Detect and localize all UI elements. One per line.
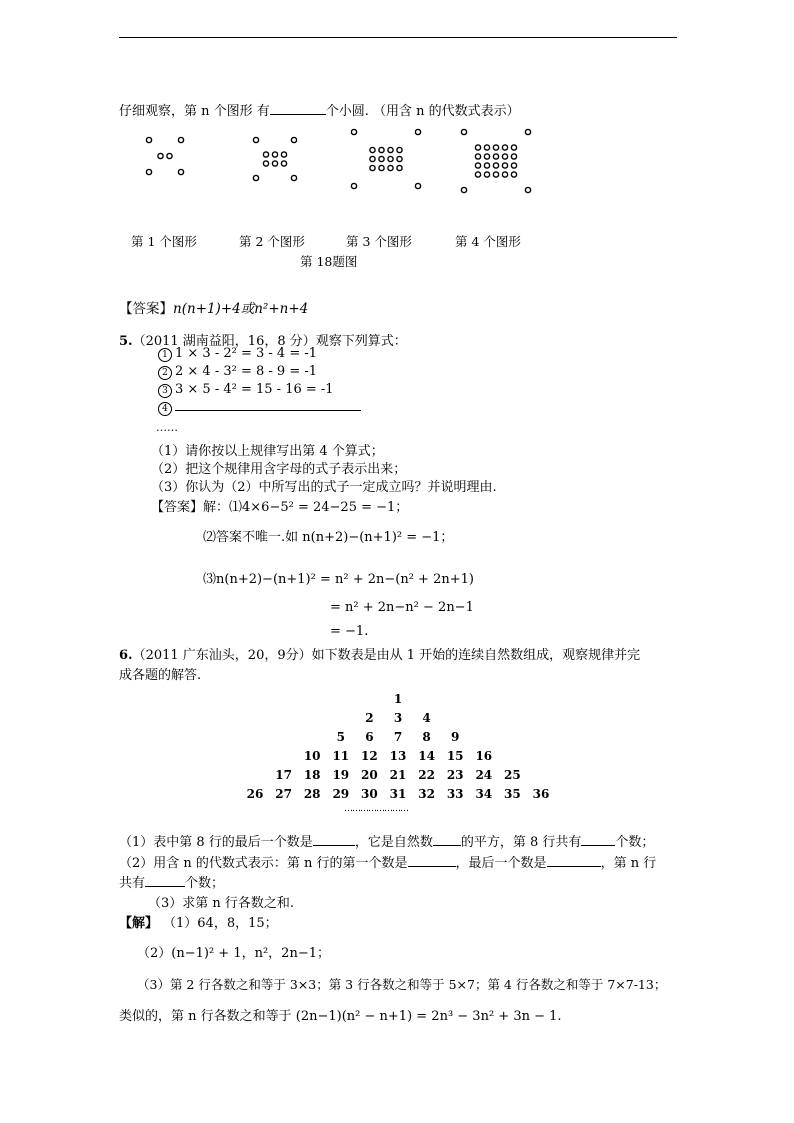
q18-prompt xyxy=(119,100,520,119)
triangle-number: 27 xyxy=(275,787,292,801)
answer-blank xyxy=(547,866,601,867)
circled-number: 2 xyxy=(158,366,172,380)
triangle-number: 9 xyxy=(451,730,460,744)
small-circle xyxy=(379,156,384,161)
q18-prompt-start: 仔细观察，第 n 个图形 有 xyxy=(119,104,270,119)
answer-text: n(n+1)+4或n²+n+4 xyxy=(173,301,309,317)
triangle-number: 26 xyxy=(246,787,264,801)
triangle-number: 33 xyxy=(446,787,464,801)
triangle-number: 31 xyxy=(389,787,407,801)
q5-ellipsis: …… xyxy=(156,421,178,434)
answer-blank xyxy=(270,114,326,115)
q5-answer-3a: ⑶n(n+2)−(n+1)² = n² + 2n−(n² + 2n+1) xyxy=(203,572,474,587)
q5-eq-2 xyxy=(158,364,317,380)
small-circle xyxy=(475,163,480,168)
triangle-number: 35 xyxy=(504,787,521,801)
q6-part-1 xyxy=(119,831,654,850)
q6-solution-3b: 类似的，第 n 行各数之和等于 (2n−1)(n² − n+1) = 2n³ − 3n² + 3n − 1. xyxy=(119,1009,562,1024)
small-circle xyxy=(502,145,507,150)
small-circle xyxy=(397,156,402,161)
text: 的平方，第 8 行共有 xyxy=(460,835,582,850)
triangle-ellipsis: …………………… xyxy=(344,804,408,814)
q6-part-3: （3）求第 n 行各数之和. xyxy=(148,896,295,911)
small-circle xyxy=(475,172,480,177)
circled-number: 4 xyxy=(158,402,172,416)
q6-part-2 xyxy=(119,852,656,871)
triangle-number: 2 xyxy=(365,711,374,725)
small-circle xyxy=(397,165,402,170)
triangle-number: 3 xyxy=(393,711,403,725)
text: 个数； xyxy=(615,835,655,850)
answer-label: 【答案】 xyxy=(151,500,204,515)
small-circle xyxy=(272,152,277,157)
q18-answer xyxy=(119,297,308,317)
small-circle xyxy=(388,165,393,170)
triangle-number: 8 xyxy=(422,730,431,744)
triangle-number: 15 xyxy=(446,749,464,763)
small-circle xyxy=(511,172,516,177)
q5-answer-3b: = n² + 2n−n² − 2n−1 xyxy=(330,600,474,615)
figure-2 xyxy=(252,136,308,188)
small-circle xyxy=(178,137,183,142)
small-circle xyxy=(370,147,375,152)
triangle-number: 18 xyxy=(303,768,321,782)
circled-number: 1 xyxy=(158,348,172,362)
text: （1）表中第 8 行的最后一个数是 xyxy=(119,835,313,850)
small-circle xyxy=(525,129,530,134)
small-circle xyxy=(146,137,151,142)
figure-label-1: 第 1 个图形 xyxy=(131,234,197,249)
figure-4 xyxy=(460,128,540,200)
small-circle xyxy=(525,187,530,192)
triangle-number: 17 xyxy=(275,768,292,782)
triangle-number: 5 xyxy=(336,730,345,744)
q5-answer-3c: = −1. xyxy=(330,624,369,639)
q5-part-3: （3）你认为（2）中所写出的式子一定成立吗？并说明理由. xyxy=(151,480,497,495)
small-circle xyxy=(397,147,402,152)
small-circle xyxy=(253,137,258,142)
answer-label: 【答案】 xyxy=(119,301,173,317)
answer-blank xyxy=(433,845,461,846)
answer-blank xyxy=(408,866,456,867)
small-circle xyxy=(379,147,384,152)
small-circle xyxy=(493,154,498,159)
q5-answer-1 xyxy=(151,496,408,515)
small-circle xyxy=(351,183,356,188)
eq-text: 3 × 5 - 4² = 15 - 16 = -1 xyxy=(175,382,334,397)
q5-eq-3 xyxy=(158,382,334,398)
triangle-number: 1 xyxy=(393,692,403,706)
q5-eq-4 xyxy=(158,400,361,416)
small-circle xyxy=(484,154,489,159)
triangle-number: 7 xyxy=(393,730,403,744)
triangle-number: 14 xyxy=(418,749,435,763)
small-circle xyxy=(502,154,507,159)
text: ，第 n 行 xyxy=(600,856,657,871)
q6-solution-2: （2）(n−1)² + 1，n²，2n−1； xyxy=(137,946,330,961)
q6-line-1 xyxy=(119,644,640,663)
small-circle xyxy=(502,172,507,177)
small-circle xyxy=(502,163,507,168)
header-rule xyxy=(119,37,677,38)
answer-blank xyxy=(581,845,615,846)
triangle-number: 12 xyxy=(361,749,378,763)
circled-number: 3 xyxy=(158,384,172,398)
answer-blank xyxy=(313,845,355,846)
triangle-number: 30 xyxy=(361,787,378,801)
small-circle xyxy=(461,187,466,192)
triangle-number: 20 xyxy=(361,768,378,782)
triangle-number: 23 xyxy=(446,768,464,782)
triangle-number: 36 xyxy=(532,787,550,801)
triangle-number: 28 xyxy=(303,787,321,801)
small-circle xyxy=(388,156,393,161)
small-circle xyxy=(379,165,384,170)
eq-text: 1 × 3 - 2² = 3 - 4 = -1 xyxy=(175,346,318,361)
small-circle xyxy=(291,175,296,180)
q6-part-2-cont xyxy=(119,872,224,891)
small-circle xyxy=(370,165,375,170)
figure-label-3: 第 3 个图形 xyxy=(346,234,412,249)
small-circle xyxy=(272,161,277,166)
small-circle xyxy=(415,129,420,134)
small-circle xyxy=(493,172,498,177)
q6-text: （2011 广东汕头，20，9分）如下数表是由从 1 开始的连续自然数组成，观察规律并完 xyxy=(132,648,641,663)
triangle-number: 24 xyxy=(475,768,493,782)
small-circle xyxy=(263,152,268,157)
small-circle xyxy=(493,145,498,150)
text: （2）用含 n 的代数式表示：第 n 行的第一个数是 xyxy=(119,856,408,871)
q6-number: 6. xyxy=(119,648,133,663)
q5-part-2: （2）把这个规律用含字母的式子表示出来； xyxy=(151,462,407,477)
small-circle xyxy=(484,145,489,150)
triangle-number: 22 xyxy=(418,768,435,782)
small-circle xyxy=(281,161,286,166)
triangle-number: 13 xyxy=(389,749,407,763)
figure-label-4: 第 4 个图形 xyxy=(455,234,521,249)
text: 个数； xyxy=(185,876,225,891)
small-circle xyxy=(158,153,163,158)
small-circle xyxy=(146,169,151,174)
q6-solution-3a: （3）第 2 行各数之和等于 3×3；第 3 行各数之和等于 5×7；第 4 行各数之和等于 7×7-13； xyxy=(137,977,667,992)
small-circle xyxy=(351,129,356,134)
text: ，最后一个数是 xyxy=(455,856,547,871)
small-circle xyxy=(475,145,480,150)
eq-text: 2 × 4 - 3² = 8 - 9 = -1 xyxy=(175,364,318,379)
small-circle xyxy=(388,147,393,152)
small-circle xyxy=(178,169,183,174)
triangle-number: 16 xyxy=(475,749,493,763)
small-circle xyxy=(291,137,296,142)
small-circle xyxy=(484,163,489,168)
answer-blank xyxy=(145,886,185,887)
figure-3 xyxy=(350,128,430,198)
triangle-number: 10 xyxy=(303,749,321,763)
q5-number: 5. xyxy=(119,334,133,349)
small-circle xyxy=(253,175,258,180)
triangle-number: 11 xyxy=(332,749,350,763)
small-circle xyxy=(511,163,516,168)
q6-solution-label: 【解】 xyxy=(119,916,159,931)
small-circle xyxy=(461,129,466,134)
small-circle xyxy=(484,172,489,177)
triangle-number: 4 xyxy=(422,711,431,725)
text: 共有 xyxy=(119,876,146,891)
text: ，它是自然数 xyxy=(354,835,433,850)
small-circle xyxy=(263,161,268,166)
q6-line-2: 成各题的解答. xyxy=(119,668,202,683)
answer-blank xyxy=(175,410,361,411)
triangle-number: 29 xyxy=(332,787,350,801)
q5-answer-2: ⑵答案不唯一.如 n(n+2)−(n+1)² = −1； xyxy=(203,530,454,545)
small-circle xyxy=(493,163,498,168)
small-circle xyxy=(475,154,480,159)
small-circle xyxy=(167,153,172,158)
figure-1 xyxy=(145,136,195,186)
small-circle xyxy=(370,156,375,161)
small-circle xyxy=(511,154,516,159)
q5-header-text: （2011 湖南益阳，16，8 分）观察下列算式： xyxy=(132,334,407,349)
q18-prompt-end: 个小圆. （用含 n 的代数式表示） xyxy=(325,104,520,119)
small-circle xyxy=(511,145,516,150)
q5-eq-1 xyxy=(158,346,317,362)
triangle-number: 32 xyxy=(418,787,435,801)
triangle-number: 25 xyxy=(504,768,521,782)
answer-text: 解：⑴4×6−5² = 24−25 = −1； xyxy=(203,500,409,515)
triangle-number: 19 xyxy=(332,768,350,782)
small-circle xyxy=(281,152,286,157)
q5-part-1: （1）请你按以上规律写出第 4 个算式； xyxy=(151,444,384,459)
figure-label-2: 第 2 个图形 xyxy=(239,234,305,249)
triangle-number: 6 xyxy=(365,730,374,744)
triangle-number: 21 xyxy=(389,768,407,782)
triangle-number: 34 xyxy=(475,787,493,801)
figure-caption: 第 18题图 xyxy=(300,254,358,269)
small-circle xyxy=(415,183,420,188)
q6-solution-1: （1）64，8，15； xyxy=(163,916,278,931)
